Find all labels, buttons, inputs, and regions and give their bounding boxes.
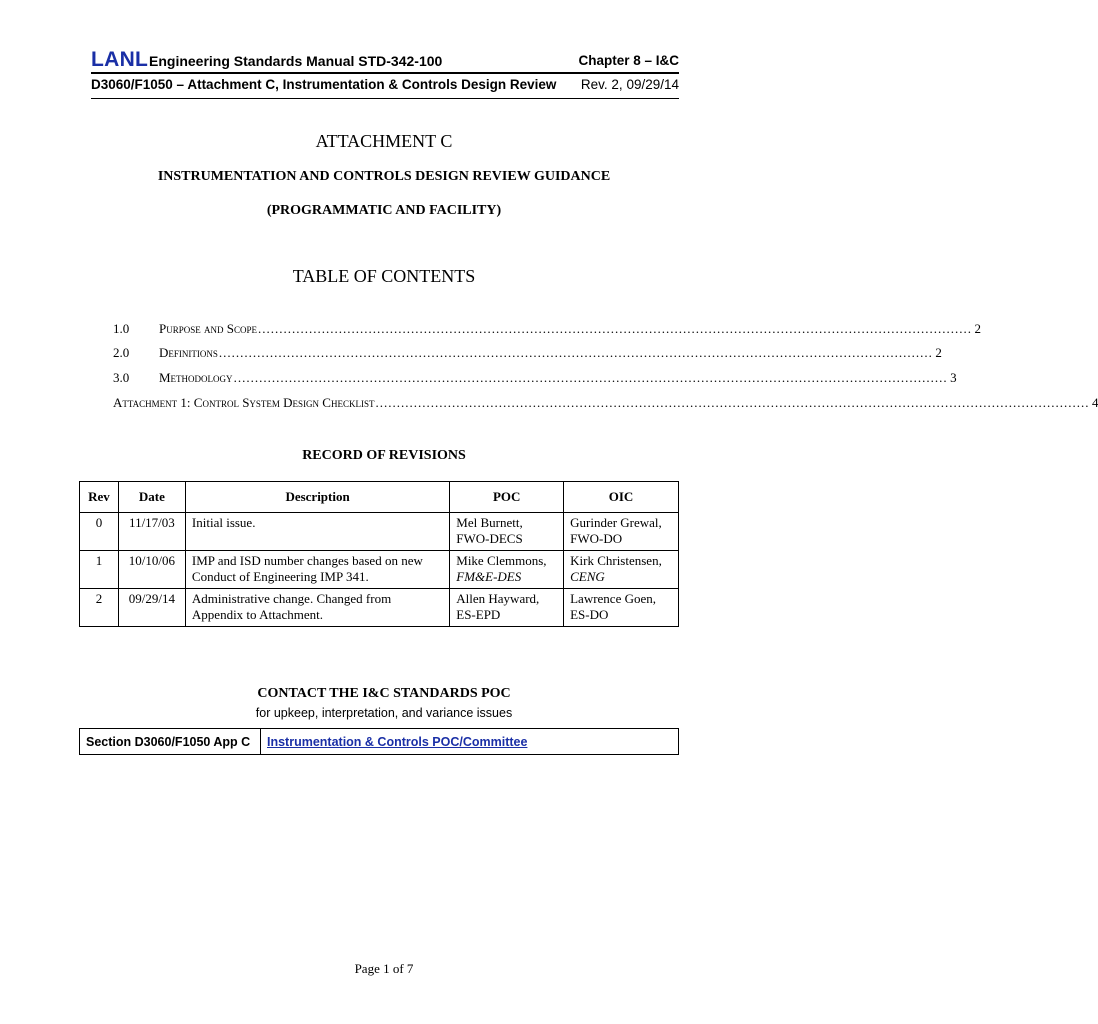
- date-cell: 10/10/06: [118, 551, 185, 589]
- column-header-date: Date: [118, 482, 185, 513]
- poc-org: ES-EPD: [456, 607, 501, 622]
- table-row: [80, 729, 679, 755]
- toc-entry-title: Definitions: [159, 345, 218, 360]
- column-header-poc: POC: [450, 482, 564, 513]
- poc-cell: [450, 551, 564, 589]
- rev-cell: 1: [80, 551, 119, 589]
- table-row: [80, 513, 679, 551]
- contact-table: [79, 728, 679, 755]
- poc-name: Mike Clemmons,: [456, 553, 547, 568]
- poc-name: Allen Hayward,: [456, 591, 540, 606]
- document-subtitle-2: (PROGRAMMATIC AND FACILITY): [266, 203, 502, 218]
- toc-entry-title: Purpose and Scope: [159, 321, 257, 336]
- page-subheader: [91, 77, 679, 95]
- poc-cell: [450, 589, 564, 627]
- poc-org: FM&E-DES: [456, 569, 522, 584]
- manual-title: Engineering Standards Manual STD-342-100: [149, 53, 443, 69]
- document-title: ATTACHMENT C: [315, 131, 453, 151]
- description-cell: IMP and ISD number changes based on new Conduct of Engineering IMP 341.: [185, 551, 449, 589]
- page-header: [91, 48, 679, 72]
- toc-entry[interactable]: [113, 395, 1098, 413]
- table-header-row: [80, 482, 679, 513]
- description-cell: Initial issue.: [185, 513, 449, 551]
- rev-cell: 0: [80, 513, 119, 551]
- chapter-label: Chapter 8 – I&C: [578, 53, 679, 68]
- oic-org: ES-DO: [570, 607, 609, 622]
- toc-entry-page: 3: [950, 370, 957, 385]
- oic-cell: [564, 551, 679, 589]
- toc-entry[interactable]: [113, 370, 957, 388]
- rev-cell: 2: [80, 589, 119, 627]
- column-header-oic: OIC: [564, 482, 679, 513]
- oic-name: Kirk Christensen,: [570, 553, 662, 568]
- header-rule-bottom: [91, 98, 679, 99]
- toc-leader-dots: ........................................................................................................................................................................: [257, 321, 972, 336]
- section-label: Section D3060/F1050 App C: [80, 729, 261, 755]
- page-number: Page 1 of 7: [354, 961, 414, 976]
- toc-entry-page: 2: [974, 321, 981, 336]
- column-header-description: Description: [185, 482, 449, 513]
- toc-leader-dots: ........................................................................................................................................................................: [375, 395, 1090, 410]
- poc-link-cell: [261, 729, 679, 755]
- oic-org: FWO-DO: [570, 531, 623, 546]
- toc-entry-title: Methodology: [159, 370, 233, 385]
- toc-heading: TABLE OF CONTENTS: [292, 266, 476, 286]
- contact-heading: CONTACT THE I&C STANDARDS POC: [257, 686, 511, 701]
- description-cell: Administrative change. Changed from Appendix to Attachment.: [185, 589, 449, 627]
- poc-name: Mel Burnett,: [456, 515, 523, 530]
- poc-cell: [450, 513, 564, 551]
- section-title: D3060/F1050 – Attachment C, Instrumentation & Controls Design Review: [91, 77, 557, 92]
- revisions-heading: RECORD OF REVISIONS: [302, 448, 466, 463]
- toc-entry-number: 3.0: [113, 370, 130, 385]
- toc-entry-page: 4: [1091, 395, 1098, 410]
- document-subtitle-1: INSTRUMENTATION AND CONTROLS DESIGN REVIEW GUIDANCE: [157, 169, 611, 184]
- oic-cell: [564, 589, 679, 627]
- oic-cell: [564, 513, 679, 551]
- oic-name: Lawrence Goen,: [570, 591, 657, 606]
- poc-org: FWO-DECS: [456, 531, 523, 546]
- toc-leader-dots: ........................................................................................................................................................................: [233, 370, 948, 385]
- revisions-table: [79, 481, 679, 627]
- header-rule-top: [91, 72, 679, 74]
- lanl-logo: LANL: [91, 48, 149, 71]
- date-cell: 11/17/03: [118, 513, 185, 551]
- toc-entry[interactable]: [113, 321, 981, 339]
- toc-entry-page: 2: [935, 345, 942, 360]
- toc-entry[interactable]: [113, 345, 942, 363]
- date-cell: 09/29/14: [118, 589, 185, 627]
- toc-leader-dots: ........................................................................................................................................................................: [218, 345, 933, 360]
- oic-org: CENG: [570, 569, 605, 584]
- contact-subheading: for upkeep, interpretation, and variance issues: [255, 706, 513, 720]
- toc-entry-title: Attachment 1: Control System Design Checklist: [113, 395, 375, 410]
- poc-committee-link[interactable]: Instrumentation & Controls POC/Committee: [267, 734, 528, 749]
- table-row: [80, 551, 679, 589]
- oic-name: Gurinder Grewal,: [570, 515, 662, 530]
- revision-label: Rev. 2, 09/29/14: [580, 77, 679, 92]
- toc-entry-number: 2.0: [113, 345, 130, 360]
- table-row: [80, 589, 679, 627]
- toc-entry-number: 1.0: [113, 321, 130, 336]
- column-header-rev: Rev: [80, 482, 119, 513]
